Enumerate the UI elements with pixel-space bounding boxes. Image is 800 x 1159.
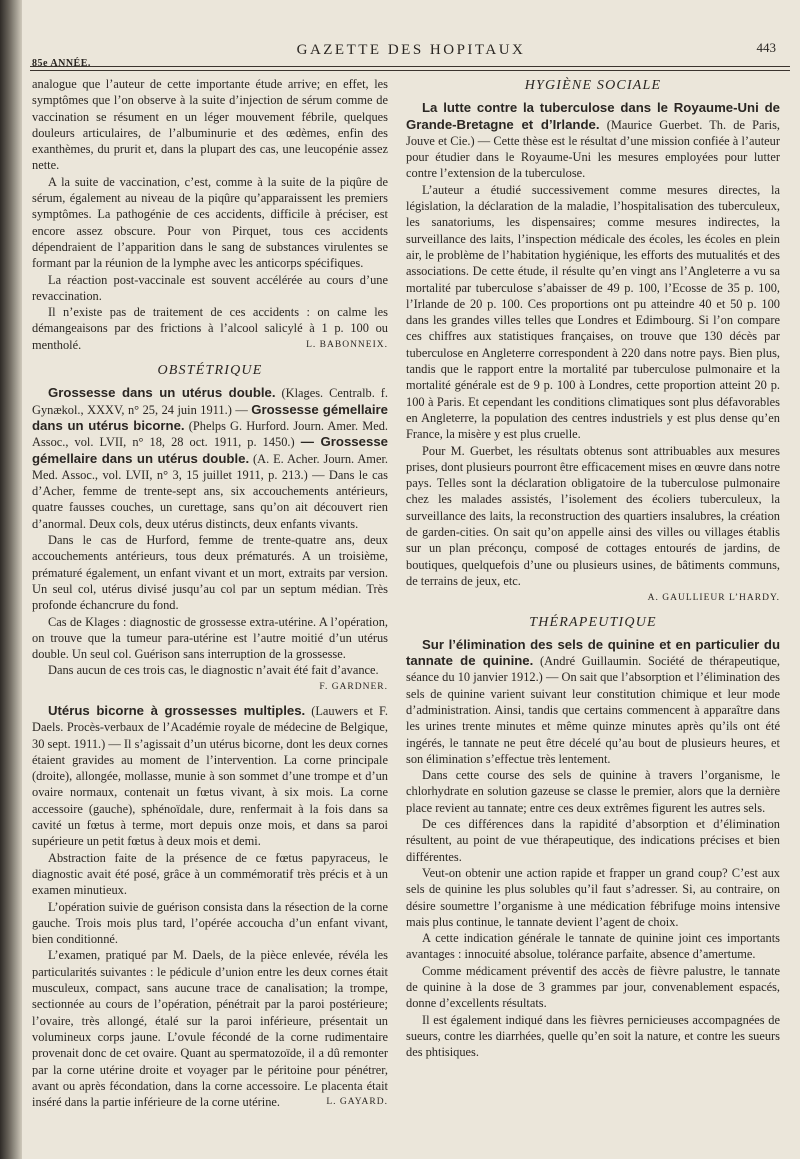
article-title: Sur l’élimination des sels de quinine et en particulier du tannate de quinine. — [406, 636, 780, 669]
author-signature: L. BABONNEIX. — [306, 339, 388, 350]
paragraph: Dans le cas de Hurford, femme de trente-quatre ans, deux accouchements antérieurs, tous deux prématurés. A un troisième, prématuré également, un enfant vivant et un mort, extraits par version. Un seul col, utérus divisé jusqu’au col par un septum médian. Très profonde échancrure du fond. — [32, 533, 388, 613]
article-reference: (Phelps G. Hurford. Journ. Amer. Med. Assoc., vol. LVII, n° 18, 28 oct. 1911, p. 1450.) — [32, 418, 388, 450]
header-rule-double — [30, 70, 790, 71]
paragraph: A cette indication générale le tannate de quinine joint ces importants avantages : innocuité absolue, tolérance parfaite, absence d’amertume. — [406, 931, 780, 962]
article-abstract — [32, 385, 388, 532]
author-signature: L. GAYARD. — [326, 1097, 388, 1108]
paragraph: Comme médicament préventif des accès de fièvre palustre, le tannate de quinine à la dose de 3 grammes par jour, convenablement espacés, donne d’excellents résultats. — [406, 963, 780, 1011]
paragraph-text: Il n’existe pas de traitement de ces accidents : on calme les démangeaisons par des frictions à l’alcool salicylé à 1 p. 100 ou mentholé. — [32, 305, 388, 352]
journal-title: GAZETTE DES HOPITAUX — [296, 42, 526, 58]
left-column — [32, 76, 388, 1112]
article-title: Utérus bicorne à grossesses multiples. — [48, 702, 306, 718]
article-reference: (Maurice Guerbet. Th. de Paris, Jouve et Cie.) — Cette thèse est le résultat d’une mission confiée à l’auteur pour étudier dans le Royaume-Uni les mesures employées pour lutter contre l’extension de la tuberculose. — [406, 117, 780, 181]
article-title: — Grossesse gémellaire dans un utérus double. — [32, 434, 388, 466]
paragraph: De ces différences dans la rapidité d’absorption et d’élimination résultent, au point de vue thérapeutique, des indications précises et bien différentes. — [406, 817, 780, 864]
paragraph — [32, 947, 388, 1110]
article-title: Grossesse dans un utérus double. — [48, 385, 276, 401]
paragraph: Cas de Klages : diagnostic de grossesse extra-utérine. A l’opération, on trouve que la tumeur para-utérine est l’autre moitié d’un utérus double. Un seul col. Guérison sans interruption de la grossesse. — [32, 614, 388, 662]
article-reference: (Klages. Centralb. f. Gynækol., XXXV, n° 25, 24 juin 1911.) — — [32, 386, 388, 417]
paragraph — [32, 662, 388, 692]
page-number: 443 — [756, 40, 776, 55]
paragraph: L’opération suivie de guérison consista dans la résection de la corne gauche. Trois mois plus tard, l’opérée accoucha d’un enfant vivant, bien conditionné. — [32, 899, 388, 947]
binding-edge — [0, 0, 22, 1159]
article-title: Grossesse gémellaire dans un utérus bicorne. — [32, 401, 389, 433]
paragraph: Pour M. Guerbet, les résultats obtenus sont attribuables aux mesures prises, dont plusieurs pourront être efficacement mises en œuvre dans notre pays. Telles sont la déclaration obligatoire de la tuberculose pulmonaire chez les malades assistés, l’isolement des écoliers tuberculeux, la surveillance des laits, la reconstruction des quartiers insalubres, la création de garden-cities. On sait qu’on appelle ainsi des villes ou villages établis sur un plan préconçu, composé de cottages entourés de jardins, de boutiques, quelquefois d’une ou plusieurs usines, de bâtiments communs, de terrains de jeux, etc. — [406, 443, 780, 588]
article-title: La lutte contre la tuberculose dans le Royaume-Uni de Grande-Bretagne et d’Irlande. — [406, 100, 780, 132]
paragraph: Dans cette course des sels de quinine à travers l’organisme, le chlorhydrate en solution gazeuse se classe le premier, alors que la dernière place revient au tannate; entre ces deux extrêmes figurent les autres sels. — [406, 768, 780, 815]
paragraph: Veut-on obtenir une action rapide et frapper un grand coup? C’est aux sels de quinine les plus solubles qu’il faut s’adresser. Si, au contraire, on désire soumettre l’organisme à une médication fébrifuge moins intensive mais plus continue, le tannate devient l’agent de choix. — [406, 865, 780, 929]
paragraph-text: Dans aucun de ces trois cas, le diagnostic n’avait été fait d’avance. — [48, 663, 379, 678]
article-reference: (Lauwers et F. Daels. Procès-verbaux de l’Académie royale de médecine de Belgique, 30 sept. 1911.) — Il s’agissait d’un utérus bicorne, dont les deux cornes étaient gravides au moment de l’intervention. La corne principale (droite), allongée, mollasse, munie à son sommet d’une trompe et d’un ovaire normaux, contenait un fœtus vivant, à six mois. La corne accessoire (gauche), sphénoïdale, dure, renfermait à la fois dans sa cavité un fœtus à terme, mort depuis onze mois, et dans sa paroi supérieure un petit fœtus à deux mois et demi. — [32, 703, 388, 849]
paragraph: L’auteur a étudié successivement comme mesures directes, la législation, la déclaration de la maladie, l’hospitalisation des tuberculeux, les sanatoriums, les dispensaires; comme mesures indirectes, la surveillance des laits, l’inspection médicale des écoles, les écoles en plein air, le problème de l’habitation hygiénique, les efforts des mutualités et des associations. De cette étude, il résulte qu’en vingt ans l’Angleterre a vu sa mortalité par tuberculose s’abaisser de 49 p. 100, l’Ecosse de 35 p. 100, l’Irlande de 20 p. 100. Ces proportions ont pu atteindre 40 et 50 p. 100 dans les grandes villes telles que Londres et Edimbourg. Si l’on compare ces chiffres aux statistiques françaises, on trouve que 130 décès par tuberculose en Angleterre correspondent à 220 dans notre pays. Bien plus, tandis que le rapport entre la mortalité par tuberculose pulmonaire et la mortalité générale est de 9 p. 100 à Londres, cette proportion atteint 20 p. 100 à Paris. Et cependant les conditions climatiques sont plus défavorables en Angleterre, la population des centres industriels y est plus dense qu’en France, la misère y est plus cruelle. — [406, 182, 780, 442]
author-signature: F. GARDNER. — [319, 681, 388, 692]
paragraph: La réaction post-vaccinale est souvent accélérée au cours d’une revaccination. — [32, 272, 388, 303]
article-abstract — [32, 703, 388, 850]
article-reference: (A. E. Acher. Journ. Amer. Med. Assoc., vol. LVII, n° 3, 15 juillet 1911, p. 213.) — Dans le cas d’Acher, femme de trente-sept ans, six accouchements antérieurs, quatre fausses couches, un curettage, sans qu’on ait découvert rien d’anormal. Deux cols, deux utérus distincts, deux enfants vivants. — [32, 451, 388, 531]
author-signature: A. GAULLIEUR L’HARDY. — [647, 593, 780, 604]
section-heading-therapeutique: THÉRAPEUTIQUE — [529, 614, 657, 630]
paragraph: analogue que l’auteur de cette importante étude arrive; en effet, les symptômes que l’on observe à la suite d’injection de sérum comme de vaccination se résument en un léger mouvement fébrile, quelques douleurs articulaires, de l’albuminurie et des œdèmes, enfin des exanthèmes, du prurit et, dans la plupart des cas, une leucopénie assez nette. — [32, 77, 388, 173]
article-abstract — [406, 100, 780, 181]
article-abstract — [406, 637, 780, 767]
paragraph: A la suite de vaccination, c’est, comme à la suite de la piqûre de sérum, également au niveau de la piqûre qu’apparaissent les premiers symptômes. La pathogénie de ces accidents, difficile à préciser, est encore assez obscure. Pour von Pirquet, tous ces accidents dépendraient de l’apparition dans le sang de substances virulentes se formant par la réunion de la lymphe avec les anticorps spécifiques. — [32, 174, 388, 271]
section-heading-hygiene: HYGIÈNE SOCIALE — [524, 78, 662, 93]
header-rule — [30, 66, 790, 67]
paragraph — [32, 304, 388, 353]
volume-year: 85e ANNÉE. — [32, 58, 91, 69]
article-reference: (André Guillaumin. Société de thérapeutique, séance du 10 janvier 1912.) — On sait que l’absorption et l’élimination des sels de quinine varient suivant leur constitution chimique et leur mode d’administration. Ainsi, tandis que certains commencent à apparaître dans les urines trente minutes et même quinze minutes après qu’ils ont été ingérés, le tannate ne peut être décelé qu’au bout de plusieurs heures, et son élimination s’effectue très lentement. — [406, 654, 780, 766]
paragraph-text: L’examen, pratiqué par M. Daels, de la pièce enlevée, révéla les particularités suivantes : le pédicule d’union entre les deux cornes était musculeux, compact, sans aucune trace de canalisation; la trompe, sectionnée au cours de l’opération, pénétrait par la paroi postérieure; l’ovaire, très allongé, étalé sur la paroi inférieure, présentait un volumineux corps jaune. L’ovule fécondé de la corne rudimentaire provenait donc de cet ovaire. Quant au spermatozoïde, il a dû remonter par la corne utérine droite et voyager par le péritoine pour pénétrer, avant ou après fécondation, dans la corne accessoire. Le placenta était inséré dans la partie inférieure de la corne utérine. — [32, 948, 388, 1110]
page-header — [30, 40, 792, 69]
right-column — [406, 76, 780, 1061]
section-heading-obstetrique: OBSTÉTRIQUE — [157, 363, 263, 379]
paragraph: Abstraction faite de la présence de ce fœtus papyraceus, le diagnostic avait été posé, grâce à un commémoratif très précis et à un examen minutieux. — [32, 850, 388, 898]
paragraph: Il est également indiqué dans les fièvres pernicieuses accompagnées de sueurs, contre les diarrhées, quelle qu’en soit la nature, et contre les sueurs des phtisiques. — [406, 1012, 780, 1060]
